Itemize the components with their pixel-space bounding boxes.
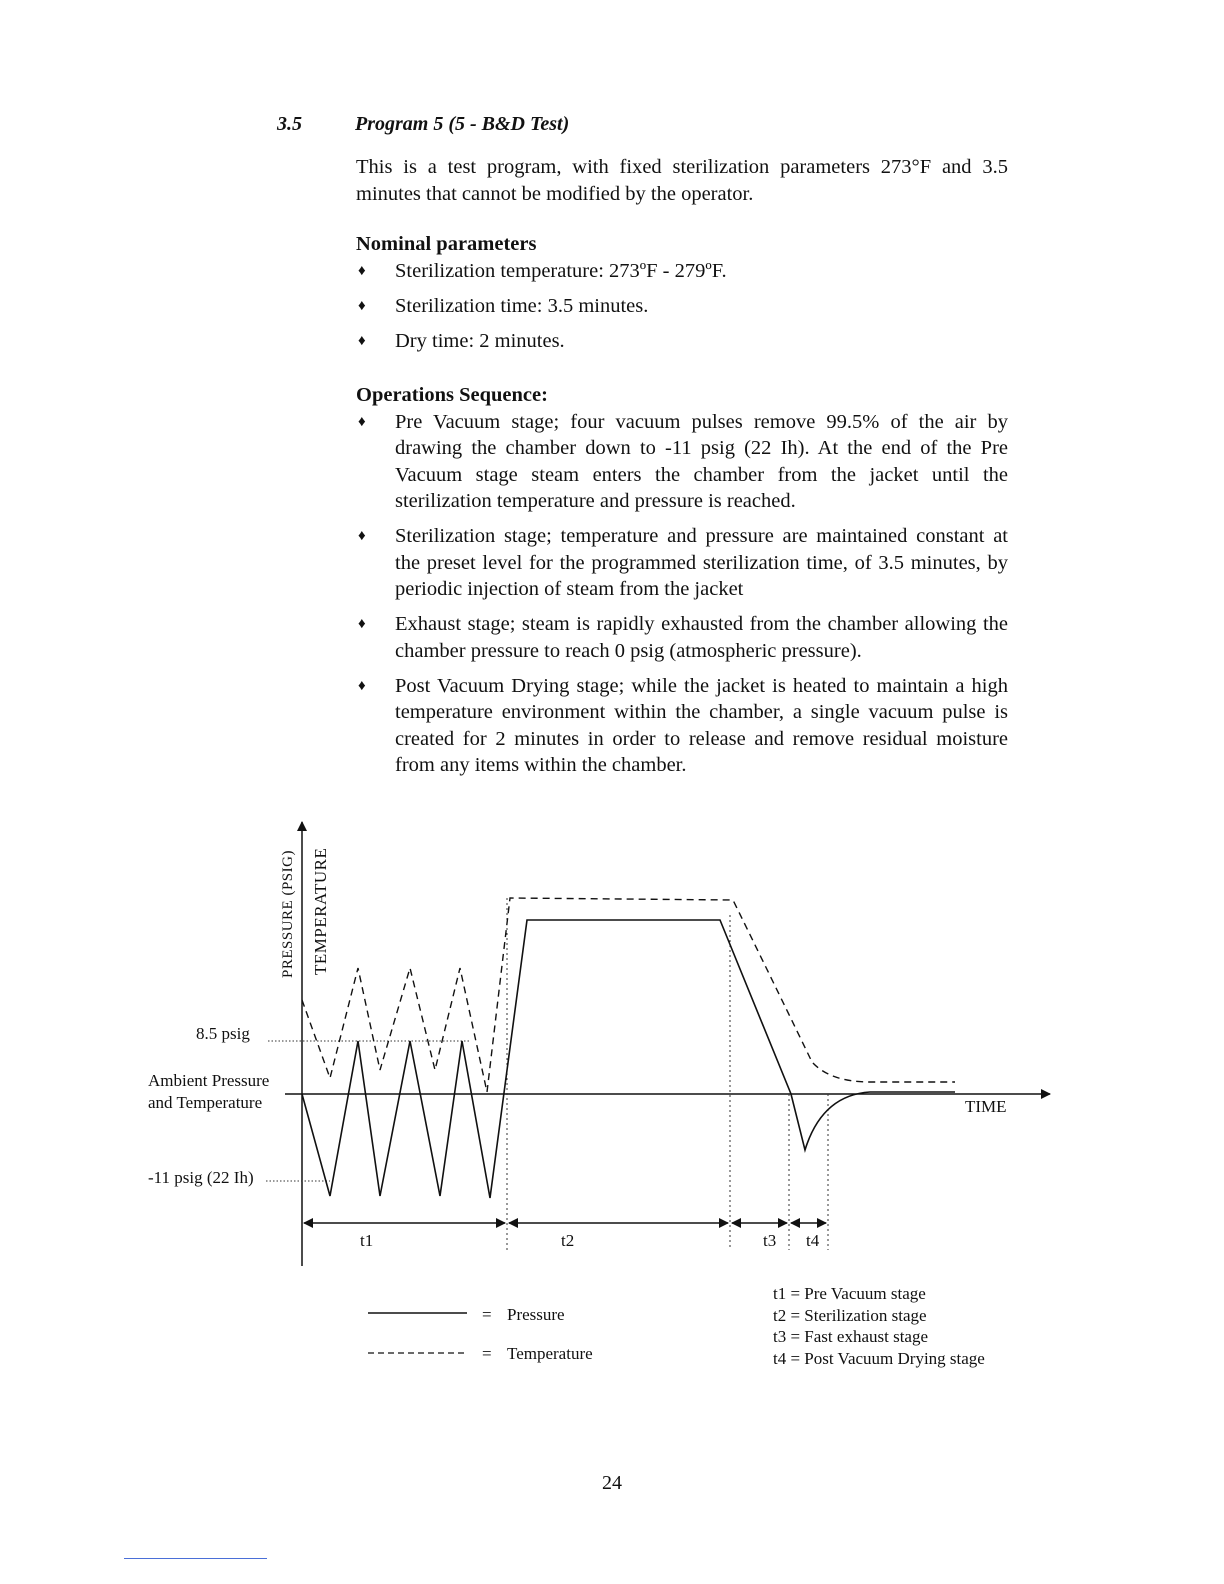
bullet-icon: ♦ bbox=[358, 528, 366, 544]
list-item: ♦ Sterilization stage; temperature and pressure are maintained constant at the preset level for the programmed sterilization time, of 3.5 minutes, by periodic injection of steam from the jacket bbox=[358, 525, 1008, 600]
operations-heading: Operations Sequence: bbox=[356, 384, 548, 406]
list-item: ♦ Pre Vacuum stage; four vacuum pulses remove 99.5% of the air by drawing the chamber down to -11 psig (22 Ih). At the end of the Pre Vacuum stage steam enters the chamber from the jacket until the sterilization temperature and pressure is reached. bbox=[358, 410, 1008, 512]
list-item: ♦ Dry time: 2 minutes. bbox=[356, 328, 1008, 355]
bullet-icon: ♦ bbox=[358, 677, 366, 694]
legend-equals: = bbox=[482, 1344, 492, 1363]
section-heading bbox=[277, 113, 569, 136]
bullet-icon: ♦ bbox=[358, 413, 366, 430]
list-item: ♦ Exhaust stage; steam is rapidly exhausted from the chamber allowing the chamber pressure to reach 0 psig (atmospheric pressure). bbox=[358, 613, 1008, 662]
pressure-axis-title: PRESSURE (PSIG) bbox=[280, 850, 296, 978]
list-item: ♦ Sterilization temperature: 273ºF - 279ºF. bbox=[356, 258, 1008, 285]
temperature-axis-title: TEMPERATURE bbox=[311, 847, 330, 975]
nominal-list bbox=[356, 258, 1008, 355]
stage-label-t4: t4 bbox=[806, 1231, 820, 1250]
stage-legend-t4: t4 = Post Vacuum Drying stage bbox=[773, 1349, 985, 1368]
bullet-icon: ♦ bbox=[358, 297, 366, 314]
section-number: 3.5 bbox=[277, 113, 302, 135]
high-pressure-label: 8.5 psig bbox=[196, 1024, 250, 1043]
stage-label-t2: t2 bbox=[561, 1231, 575, 1250]
stage-label-t1: t1 bbox=[360, 1231, 374, 1250]
temperature-curve bbox=[302, 898, 955, 1092]
bullet-icon: ♦ bbox=[358, 262, 366, 279]
legend-temperature-label: Temperature bbox=[507, 1344, 593, 1363]
section-title: Program 5 (5 - B&D Test) bbox=[355, 113, 570, 135]
ambient-label-line1: Ambient Pressure bbox=[148, 1071, 270, 1090]
list-item: ♦ Sterilization time: 3.5 minutes. bbox=[356, 293, 1008, 320]
stage-legend-t1: t1 = Pre Vacuum stage bbox=[773, 1284, 926, 1303]
bullet-icon: ♦ bbox=[358, 616, 366, 632]
legend-equals: = bbox=[482, 1305, 492, 1324]
intro-paragraph: This is a test program, with fixed sterilization parameters 273°F and 3.5 minutes that cannot be modified by the operator. bbox=[356, 156, 1008, 205]
cycle-diagram bbox=[0, 800, 1224, 1380]
list-item: ♦ Post Vacuum Drying stage; while the jacket is heated to maintain a high temperature environment within the chamber, a single vacuum pulse is created for 2 minutes in order to release and remove residual moisture from any items within the chamber. bbox=[358, 674, 1008, 776]
stage-legend-t3: t3 = Fast exhaust stage bbox=[773, 1327, 929, 1346]
stage-label-t3: t3 bbox=[763, 1231, 777, 1250]
ambient-label-line2: and Temperature bbox=[148, 1093, 263, 1112]
page-number: 24 bbox=[602, 1472, 622, 1494]
nominal-parameters bbox=[356, 231, 1008, 363]
pressure-curve bbox=[302, 920, 955, 1198]
operations-list bbox=[356, 409, 1008, 779]
bullet-icon: ♦ bbox=[358, 332, 366, 349]
nominal-heading: Nominal parameters bbox=[356, 233, 537, 255]
legend-pressure-label: Pressure bbox=[507, 1305, 565, 1324]
stage-legend-t2: t2 = Sterilization stage bbox=[773, 1306, 927, 1325]
operations-sequence bbox=[356, 382, 1008, 787]
time-axis-title: TIME bbox=[965, 1097, 1007, 1116]
footer-rule bbox=[124, 1558, 267, 1559]
intro-block bbox=[356, 154, 1008, 207]
low-pressure-label: -11 psig (22 Ih) bbox=[148, 1168, 254, 1187]
